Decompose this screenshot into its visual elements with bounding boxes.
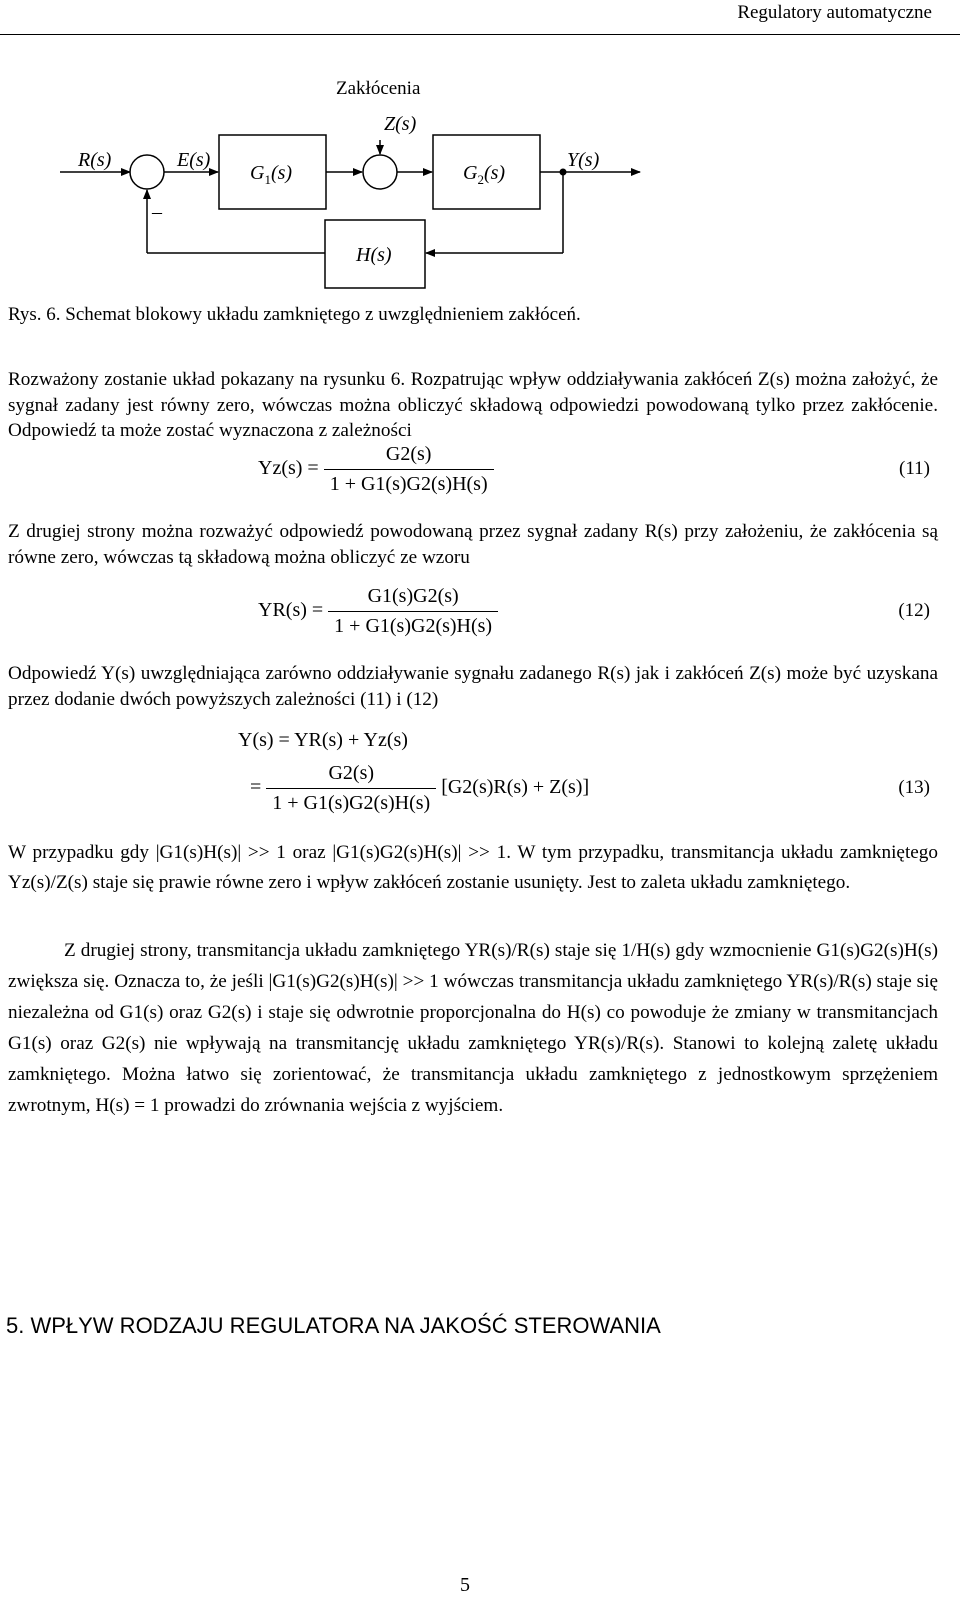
minus-sign: – [152,201,162,223]
equation-11 [258,443,494,496]
eq13-line1: Y(s) = YR(s) + Yz(s) [238,729,408,751]
eq11-num: G2(s) [324,443,494,470]
paragraph-2: Z drugiej strony można rozważyć odpowiedź powodowaną przez sygnał zadany R(s) przy założeniu, że zakłócenia są równe zero, wówczas tą składową można obliczyć ze wzoru [8,521,938,568]
eq12-den: 1 + G1(s)G2(s)H(s) [334,615,493,637]
y-label: Y(s) [567,149,600,171]
paragraph-3: Odpowiedź Y(s) uwzględniająca zarówno oddziaływanie sygnału zadanego R(s) jak i zakłóceń Z(s) może być uzyskana przez dodanie dwóch powyższych zależności (11) i (12) [8,663,938,710]
eq12-num: G1(s)G2(s) [328,585,498,612]
r-label: R(s) [78,149,112,171]
eq11-number: (11) [899,458,930,479]
figure-caption: Rys. 6. Schemat blokowy układu zamkniętego z uwzględnieniem zakłóceń. [8,304,581,325]
page-number: 5 [460,1574,470,1596]
eq13-num: G2(s) [266,762,436,789]
equation-12 [258,585,498,638]
e-label: E(s) [177,149,211,171]
eq13-number: (13) [898,777,930,798]
paragraph-4: W przypadku gdy |G1(s)H(s)| >> 1 oraz |G1(s)G2(s)H(s)| >> 1. W tym przypadku, transmitancja układu zamkniętego Yz(s)/Z(s) staje się prawie równe zero i wpływ zakłóceń zostanie usunięty. Jest to zaleta układu zamkniętego. [8,842,938,893]
g1-label: $G_1(s)$ [250,162,293,187]
equation-13 [250,762,589,815]
section-heading: 5. WPŁYW RODZAJU REGULATORA NA JAKOŚĆ STEROWANIA [6,1313,661,1338]
eq13-den: 1 + G1(s)G2(s)H(s) [272,792,431,814]
header-rule [0,34,960,35]
running-header: Regulatory automatyczne [737,2,932,23]
eq12-lhs: YR(s) = [258,599,324,622]
summing-junction-2 [363,155,397,189]
block-diagram [0,60,960,300]
eq13-rest: [G2(s)R(s) + Z(s)] [441,776,590,799]
eq11-den: 1 + G1(s)G2(s)H(s) [329,473,488,495]
g2-label: $G_2(s)$ [463,162,506,187]
h-label: H(s) [356,244,392,266]
paragraph-5: Z drugiej strony, transmitancja układu zamkniętego YR(s)/R(s) staje się 1/H(s) gdy wzmocnienie G1(s)G2(s)H(s) zwiększa się. Oznacza to, że jeśli |G1(s)G2(s)H(s)| >> 1 wówczas transmitancja układu zamkniętego YR(s)/R(s) staje się niezależna od G1(s) oraz G2(s) i staje się odwrotnie proporcjonalna do H(s) co powoduje że zmiany w transmitancjach G1(s) oraz G2(s) nie wpływają na transmitancję układu zamkniętego YR(s)/R(s). Stanowi to kolejną zaletę układu zamkniętego. Można łatwo się zorientować, że transmitancja układu zamkniętego z jednostkowym sprzężeniem zwrotnym, H(s) = 1 prowadzi do zrównania wejścia z wyjściem. [8,940,938,1116]
disturbance-label: Zakłócenia [336,78,421,99]
eq12-number: (12) [898,600,930,621]
paragraph-1: Rozważony zostanie układ pokazany na rysunku 6. Rozpatrując wpływ oddziaływania zakłóceń Z(s) można założyć, że sygnał zadany jest równy zero, wówczas można obliczyć składową odpowiedzi powodowaną tylko przez zakłócenie. Odpowiedź ta może zostać wyznaczona z zależności [8,369,938,442]
eq13-equals: = [250,776,262,799]
eq11-lhs: Yz(s) = [258,457,319,480]
z-label: Z(s) [384,113,417,135]
summing-junction-1 [130,155,164,189]
